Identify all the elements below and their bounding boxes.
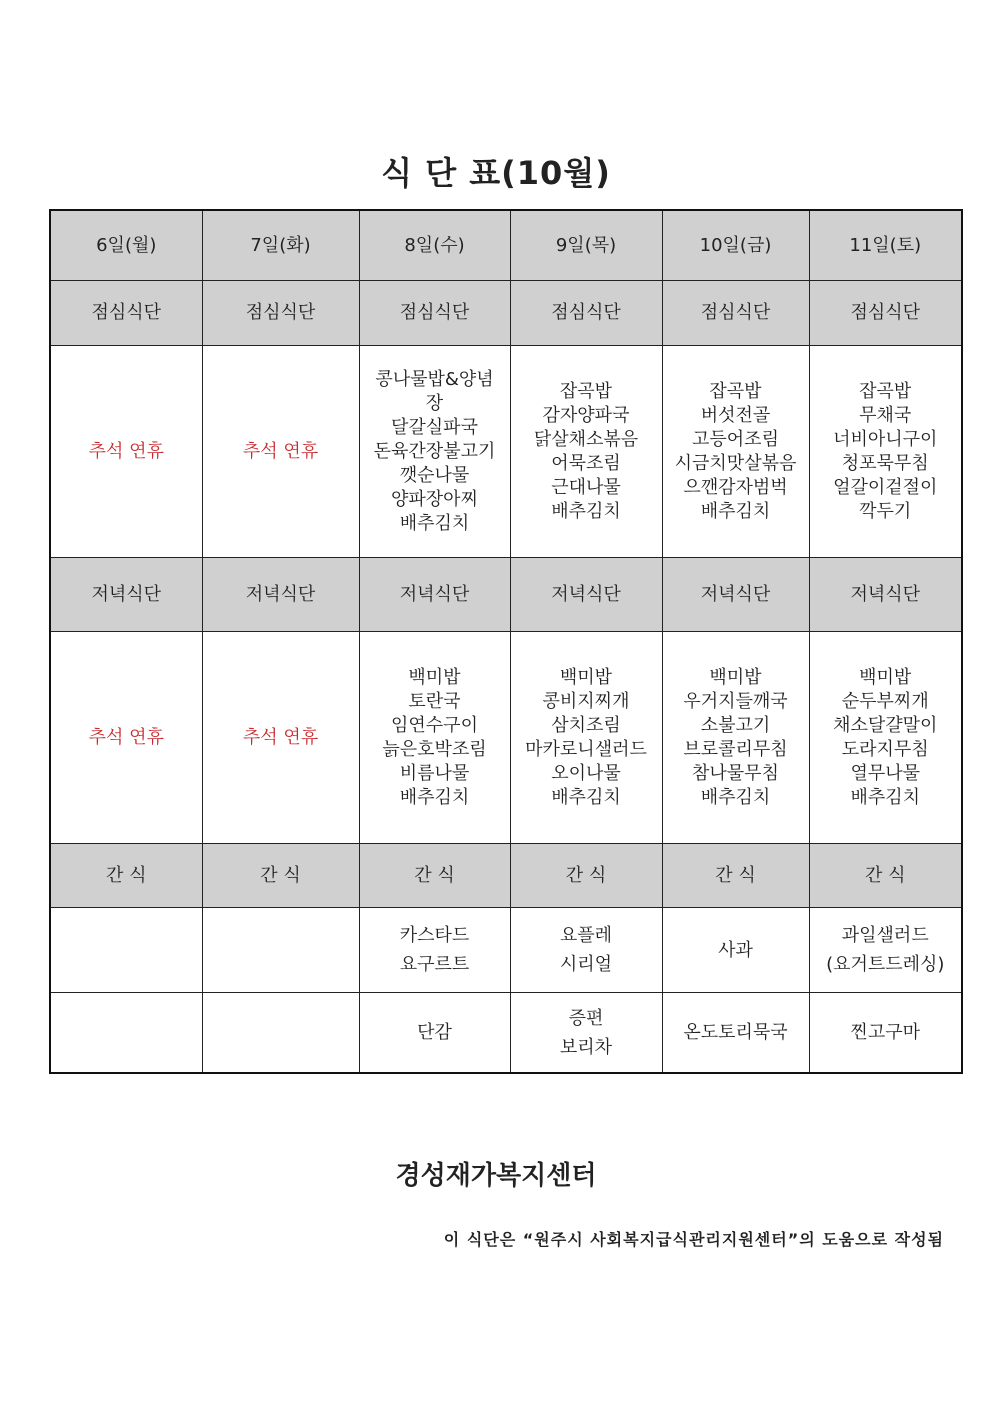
dish-item: 얼갈이겉절이: [833, 476, 938, 498]
dish-item: 감자양파국: [542, 404, 630, 426]
snack-cell: [662, 993, 809, 1074]
lunch-menu-cell: [510, 346, 662, 558]
snack-header-cell: 간 식: [202, 844, 359, 908]
date-cell: 7일(화): [202, 210, 359, 281]
holiday-cell: 추석 연휴: [50, 346, 202, 558]
dinner-menu-cell: [662, 632, 809, 844]
page-title: 식 단 표(10월): [381, 154, 611, 192]
dish-item: 참나물무침: [692, 762, 779, 784]
holiday-cell: 추석 연휴: [202, 632, 359, 844]
dish-item: 달갈실파국: [391, 416, 478, 438]
dish-item: 백미밥: [709, 666, 762, 688]
date-cell: 10일(금): [662, 210, 809, 281]
snack-header-cell: 간 식: [359, 844, 510, 908]
dish-item: 배추김치: [399, 512, 470, 534]
snack-cell: [359, 993, 510, 1074]
snack-cell: [809, 993, 962, 1074]
lunch-header-cell: 점심식단: [50, 281, 202, 346]
dish-item: 도라지무침: [841, 738, 929, 760]
dish-item: 무채국: [859, 404, 912, 426]
dish-item: 삼치조림: [551, 714, 621, 736]
dish-item: 배추김치: [551, 500, 621, 522]
snack-cell: [510, 993, 662, 1074]
dinner-header-row: [50, 558, 962, 632]
dinner-menu-cell: [359, 632, 510, 844]
dish-item: 과일샐러드: [841, 925, 929, 946]
snack-header-cell: 간 식: [50, 844, 202, 908]
dish-item: 브로콜리무침: [683, 738, 788, 760]
lunch-menu-cell: [809, 346, 962, 558]
footnote: 이 식단은 “원주시 사회복지급식관리지원센터”의 도움으로 작성됨: [443, 1230, 944, 1249]
dish-item: 요플레: [559, 925, 613, 946]
dish-item: (요거트드레싱): [826, 954, 945, 975]
dinner-menu-row: [50, 632, 962, 844]
dish-item: 백미밥: [859, 666, 912, 688]
dish-item: 시리얼: [559, 954, 613, 975]
dish-item: 배추김치: [399, 786, 470, 808]
dish-item: 양파장아찌: [391, 488, 478, 510]
snack-header-row: [50, 844, 962, 908]
date-cell: 9일(목): [510, 210, 662, 281]
dish-item: 잡곡밥: [559, 380, 613, 402]
snack-header-cell: 간 식: [510, 844, 662, 908]
lunch-header-cell: 점심식단: [809, 281, 962, 346]
date-cell: 11일(토): [809, 210, 962, 281]
dinner-menu-cell: [510, 632, 662, 844]
dish-item: 배추김치: [700, 500, 771, 522]
snack-row-1: [50, 908, 962, 993]
dish-item: 소불고기: [700, 714, 771, 736]
dish-item: 비름나물: [399, 762, 470, 784]
snack-cell: [510, 908, 662, 993]
dinner-header-cell: 저녁식단: [510, 558, 662, 632]
dish-item: 배추김치: [850, 786, 921, 808]
dinner-header-cell: 저녁식단: [809, 558, 962, 632]
snack-header-cell: 간 식: [809, 844, 962, 908]
dish-item: 청포묵무침: [841, 452, 929, 474]
dish-item: 늙은호박조림: [382, 738, 487, 760]
dish-item: 콩비지찌개: [542, 690, 630, 712]
dish-item: 열무나물: [850, 762, 921, 784]
snack-row-2: [50, 993, 962, 1074]
dish-item: 고등어조림: [692, 428, 779, 450]
dish-item: 백미밥: [559, 666, 613, 688]
dish-item: 우거지들깨국: [683, 690, 788, 712]
snack-cell: [359, 908, 510, 993]
dish-item: 으깬감자범벅: [683, 476, 788, 498]
dish-item: 잡곡밥: [709, 380, 762, 402]
lunch-header-cell: 점심식단: [662, 281, 809, 346]
holiday-cell: 추석 연휴: [202, 346, 359, 558]
date-row: [50, 210, 962, 281]
date-cell: 6일(월): [50, 210, 202, 281]
dish-item: 어묵조림: [551, 452, 621, 474]
lunch-header-row: [50, 281, 962, 346]
snack-cell: [50, 908, 202, 993]
dish-item: 토란국: [408, 690, 461, 712]
dish-item: 깻순나물: [399, 464, 470, 486]
dish-item: 콩나물밥&양념: [375, 368, 494, 390]
dish-item: 온도토리묵국: [683, 1022, 788, 1043]
meal-plan-table: [49, 209, 963, 1074]
snack-header-cell: 간 식: [662, 844, 809, 908]
dish-item: 백미밥: [408, 666, 461, 688]
dish-item: 사과: [718, 939, 753, 961]
dinner-header-cell: 저녁식단: [50, 558, 202, 632]
lunch-header-cell: 점심식단: [359, 281, 510, 346]
dish-item: 배추김치: [551, 786, 621, 808]
dinner-header-cell: 저녁식단: [202, 558, 359, 632]
dish-item: 순두부찌개: [841, 690, 929, 712]
dish-item: 카스타드: [399, 925, 470, 946]
snack-cell: [662, 908, 809, 993]
dish-item: 마카로니샐러드: [525, 738, 647, 760]
lunch-menu-cell: [662, 346, 809, 558]
dinner-menu-cell: [809, 632, 962, 844]
lunch-menu-cell: [359, 346, 510, 558]
dish-item: 증편: [568, 1007, 604, 1029]
dish-item: 임연수구이: [391, 714, 478, 736]
dish-item: 장: [425, 392, 444, 414]
snack-cell: [809, 908, 962, 993]
dish-item: 배추김치: [700, 786, 771, 808]
dish-item: 너비아니구이: [833, 428, 938, 450]
dish-item: 돈육간장불고기: [373, 440, 496, 462]
date-cell: 8일(수): [359, 210, 510, 281]
dish-item: 오이나물: [551, 762, 621, 784]
dish-item: 단감: [417, 1022, 452, 1043]
dish-item: 보리차: [559, 1036, 613, 1058]
snack-cell: [50, 993, 202, 1074]
lunch-menu-row: [50, 346, 962, 558]
dish-item: 채소달걀말이: [833, 714, 938, 736]
dish-item: 찐고구마: [850, 1022, 921, 1043]
dish-item: 버섯전골: [700, 404, 771, 426]
snack-cell: [202, 908, 359, 993]
dish-item: 근대나물: [551, 476, 621, 498]
lunch-header-cell: 점심식단: [510, 281, 662, 346]
dish-item: 요구르트: [399, 954, 470, 975]
dish-item: 닭살채소볶음: [533, 428, 639, 450]
snack-cell: [202, 993, 359, 1074]
dish-item: 시금치맛살볶음: [674, 452, 797, 474]
holiday-cell: 추석 연휴: [50, 632, 202, 844]
dinner-header-cell: 저녁식단: [662, 558, 809, 632]
dinner-header-cell: 저녁식단: [359, 558, 510, 632]
lunch-header-cell: 점심식단: [202, 281, 359, 346]
dish-item: 잡곡밥: [859, 380, 912, 402]
center-name: 경성재가복지센터: [395, 1161, 597, 1191]
dish-item: 깍두기: [859, 500, 912, 522]
